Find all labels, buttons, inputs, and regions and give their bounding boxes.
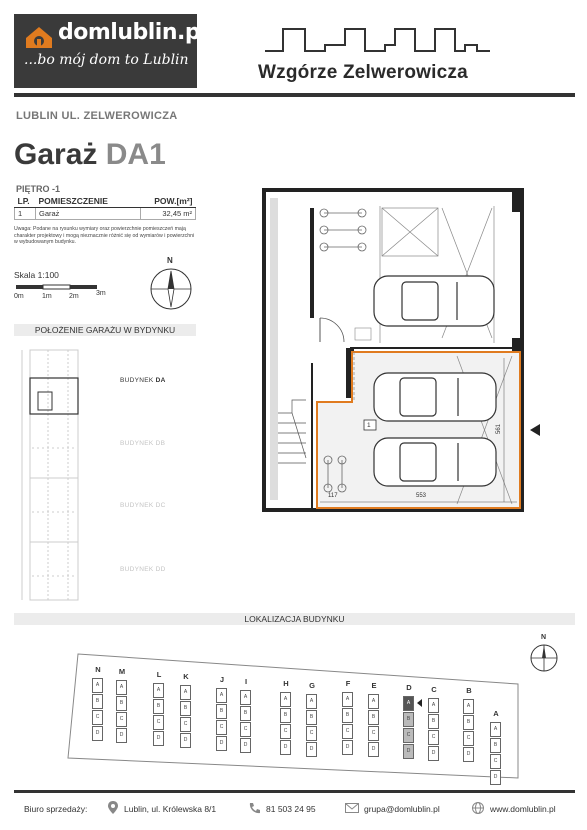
col-header-room: POMIESZCZENIE [36, 195, 141, 208]
building-label-code: DD [155, 566, 166, 573]
building-segment: D [180, 733, 191, 748]
scale-tick-3: 3m [96, 290, 106, 297]
location-compass-n: N [541, 634, 547, 641]
building-segment: B [368, 710, 379, 725]
building-letter: K [183, 672, 189, 681]
building-segment: B [153, 699, 164, 714]
location-pin-icon [108, 801, 118, 814]
disclaimer-note: Uwaga: Podane na rysunku wymiary oraz powierzchnie pomieszczeń mają charakter projektowy i mogą nieznacznie różnić się od wymiarów i powierzchni w wybudowanym budynku. [14, 226, 195, 245]
location-compass-icon [528, 642, 560, 674]
rooms-table [14, 195, 196, 220]
building-letter: N [95, 665, 101, 674]
footer-divider [14, 790, 575, 793]
address: LUBLIN UL. ZELWEROWICZA [16, 110, 178, 122]
building-label-prefix: BUDYNEK [120, 566, 156, 573]
building-letter: H [283, 679, 289, 688]
building-segment: C [306, 726, 317, 741]
plan-room-number: 1 [367, 422, 371, 429]
building-segment: A [306, 694, 317, 709]
title-code: DA1 [105, 138, 166, 171]
building-segment: B [180, 701, 191, 716]
col-header-area: POW.[m²] [141, 195, 196, 208]
building-segment: A [463, 699, 474, 714]
building-segment: D [490, 770, 501, 785]
building-segment: C [116, 712, 127, 727]
building-segment: C [180, 717, 191, 732]
building-letter: C [431, 685, 437, 694]
building-label-da [120, 377, 166, 384]
building-segment: D [116, 728, 127, 743]
building-segment: B [342, 708, 353, 723]
building-letter: M [118, 667, 126, 676]
building-letter: B [466, 686, 472, 695]
building-segment: D [306, 742, 317, 757]
phone-icon [248, 802, 260, 814]
building-segment: A [153, 683, 164, 698]
plan-dim-height: 561 [496, 423, 503, 435]
page-title [14, 138, 166, 172]
building-segment: C [153, 715, 164, 730]
plan-dim-stair: 117 [328, 493, 338, 499]
brand-name: Wzgórze Zelwerowicza [258, 62, 468, 83]
title-prefix: Garaż [14, 138, 98, 171]
building-segment: A [428, 698, 439, 713]
section-location-title: LOKALIZACJA BUDYNKU [14, 613, 575, 625]
footer-web[interactable]: www.domlublin.pl [490, 804, 556, 814]
building-label-prefix: BUDYNEK [120, 502, 156, 509]
building-label-db [120, 440, 165, 447]
table-row [15, 208, 196, 220]
building-segment: D [368, 742, 379, 757]
building-segment: B [216, 704, 227, 719]
building-label-code: DA [155, 377, 166, 384]
building-segment: B [428, 714, 439, 729]
compass-n-label: N [167, 256, 173, 265]
building-segment: A [216, 688, 227, 703]
brand-skyline-icon [265, 25, 490, 57]
building-letter: E [371, 681, 377, 690]
building-segment: A [180, 685, 191, 700]
building-segment: D [153, 731, 164, 746]
building-segment: A [116, 680, 127, 695]
footer-office-label: Biuro sprzedaży: [24, 804, 88, 814]
scale-tick-1: 1m [42, 293, 52, 300]
building-segment: B [306, 710, 317, 725]
building-letter: G [309, 681, 315, 690]
building-segment: D [463, 747, 474, 762]
building-label-dd [120, 566, 166, 573]
building-segment: C [342, 724, 353, 739]
building-segment: D [342, 740, 353, 755]
email-icon [345, 803, 359, 813]
building-segment: C [403, 728, 414, 743]
building-segment: A [403, 696, 414, 711]
floor-plan [262, 188, 552, 513]
globe-icon [472, 802, 484, 814]
col-header-lp: LP. [15, 195, 36, 208]
building-label-code: DC [155, 502, 166, 509]
building-segment: B [463, 715, 474, 730]
building-letter: D [406, 683, 412, 692]
footer-address: Lublin, ul. Królewska 8/1 [124, 804, 217, 814]
building-segment: C [463, 731, 474, 746]
building-label-prefix: BUDYNEK [120, 377, 156, 384]
house-logo-icon [24, 24, 54, 50]
building-segment: A [280, 692, 291, 707]
building-label-dc [120, 502, 166, 509]
building-segment: A [342, 692, 353, 707]
section-position-title: POŁOŻENIE GARAŻU W BYDYNKU [14, 324, 196, 336]
building-segment: C [92, 710, 103, 725]
header-divider [14, 93, 575, 97]
building-segment: B [92, 694, 103, 709]
building-segment: A [490, 722, 501, 737]
building-letter: A [493, 709, 499, 718]
entrance-arrow-icon [530, 424, 540, 436]
building-segment: D [403, 744, 414, 759]
cell-lp: 1 [15, 208, 36, 220]
building-segment: A [92, 678, 103, 693]
building-segment: D [280, 740, 291, 755]
selected-marker-icon [417, 699, 422, 707]
scale-label: Skala 1:100 [14, 270, 59, 280]
building-letter: I [244, 677, 248, 686]
site-plan [64, 650, 524, 780]
building-segment: D [92, 726, 103, 741]
logo-text: domlublin.pl [58, 20, 208, 45]
footer-phone[interactable]: 81 503 24 95 [266, 804, 316, 814]
building-letter: J [219, 675, 225, 684]
cell-room: Garaż [36, 208, 141, 220]
building-segment: C [368, 726, 379, 741]
scale-tick-0: 0m [14, 293, 24, 300]
floor-label: PIĘTRO -1 [16, 184, 61, 194]
scale-tick-2: 2m [69, 293, 79, 300]
cell-area: 32,45 m² [141, 208, 196, 220]
building-segment: D [216, 736, 227, 751]
building-label-code: DB [155, 440, 166, 447]
compass-icon [148, 266, 194, 312]
building-segment: B [116, 696, 127, 711]
building-segment: C [280, 724, 291, 739]
building-segment: B [280, 708, 291, 723]
building-segment: C [428, 730, 439, 745]
building-segment: A [368, 694, 379, 709]
building-segment: A [240, 690, 251, 705]
plan-dim-width: 553 [416, 493, 427, 499]
footer-email[interactable]: grupa@domlublin.pl [364, 804, 440, 814]
building-segment: B [240, 706, 251, 721]
building-label-prefix: BUDYNEK [120, 440, 156, 447]
building-segment: B [490, 738, 501, 753]
building-section-diagram [18, 348, 88, 604]
building-segment: C [490, 754, 501, 769]
building-letter: F [345, 679, 351, 688]
building-letter: L [156, 670, 162, 679]
building-segment: C [216, 720, 227, 735]
building-segment: B [403, 712, 414, 727]
building-segment: D [428, 746, 439, 761]
building-segment: D [240, 738, 251, 753]
logo-tagline: ...bo mój dom to Lublin [24, 52, 189, 68]
building-segment: C [240, 722, 251, 737]
